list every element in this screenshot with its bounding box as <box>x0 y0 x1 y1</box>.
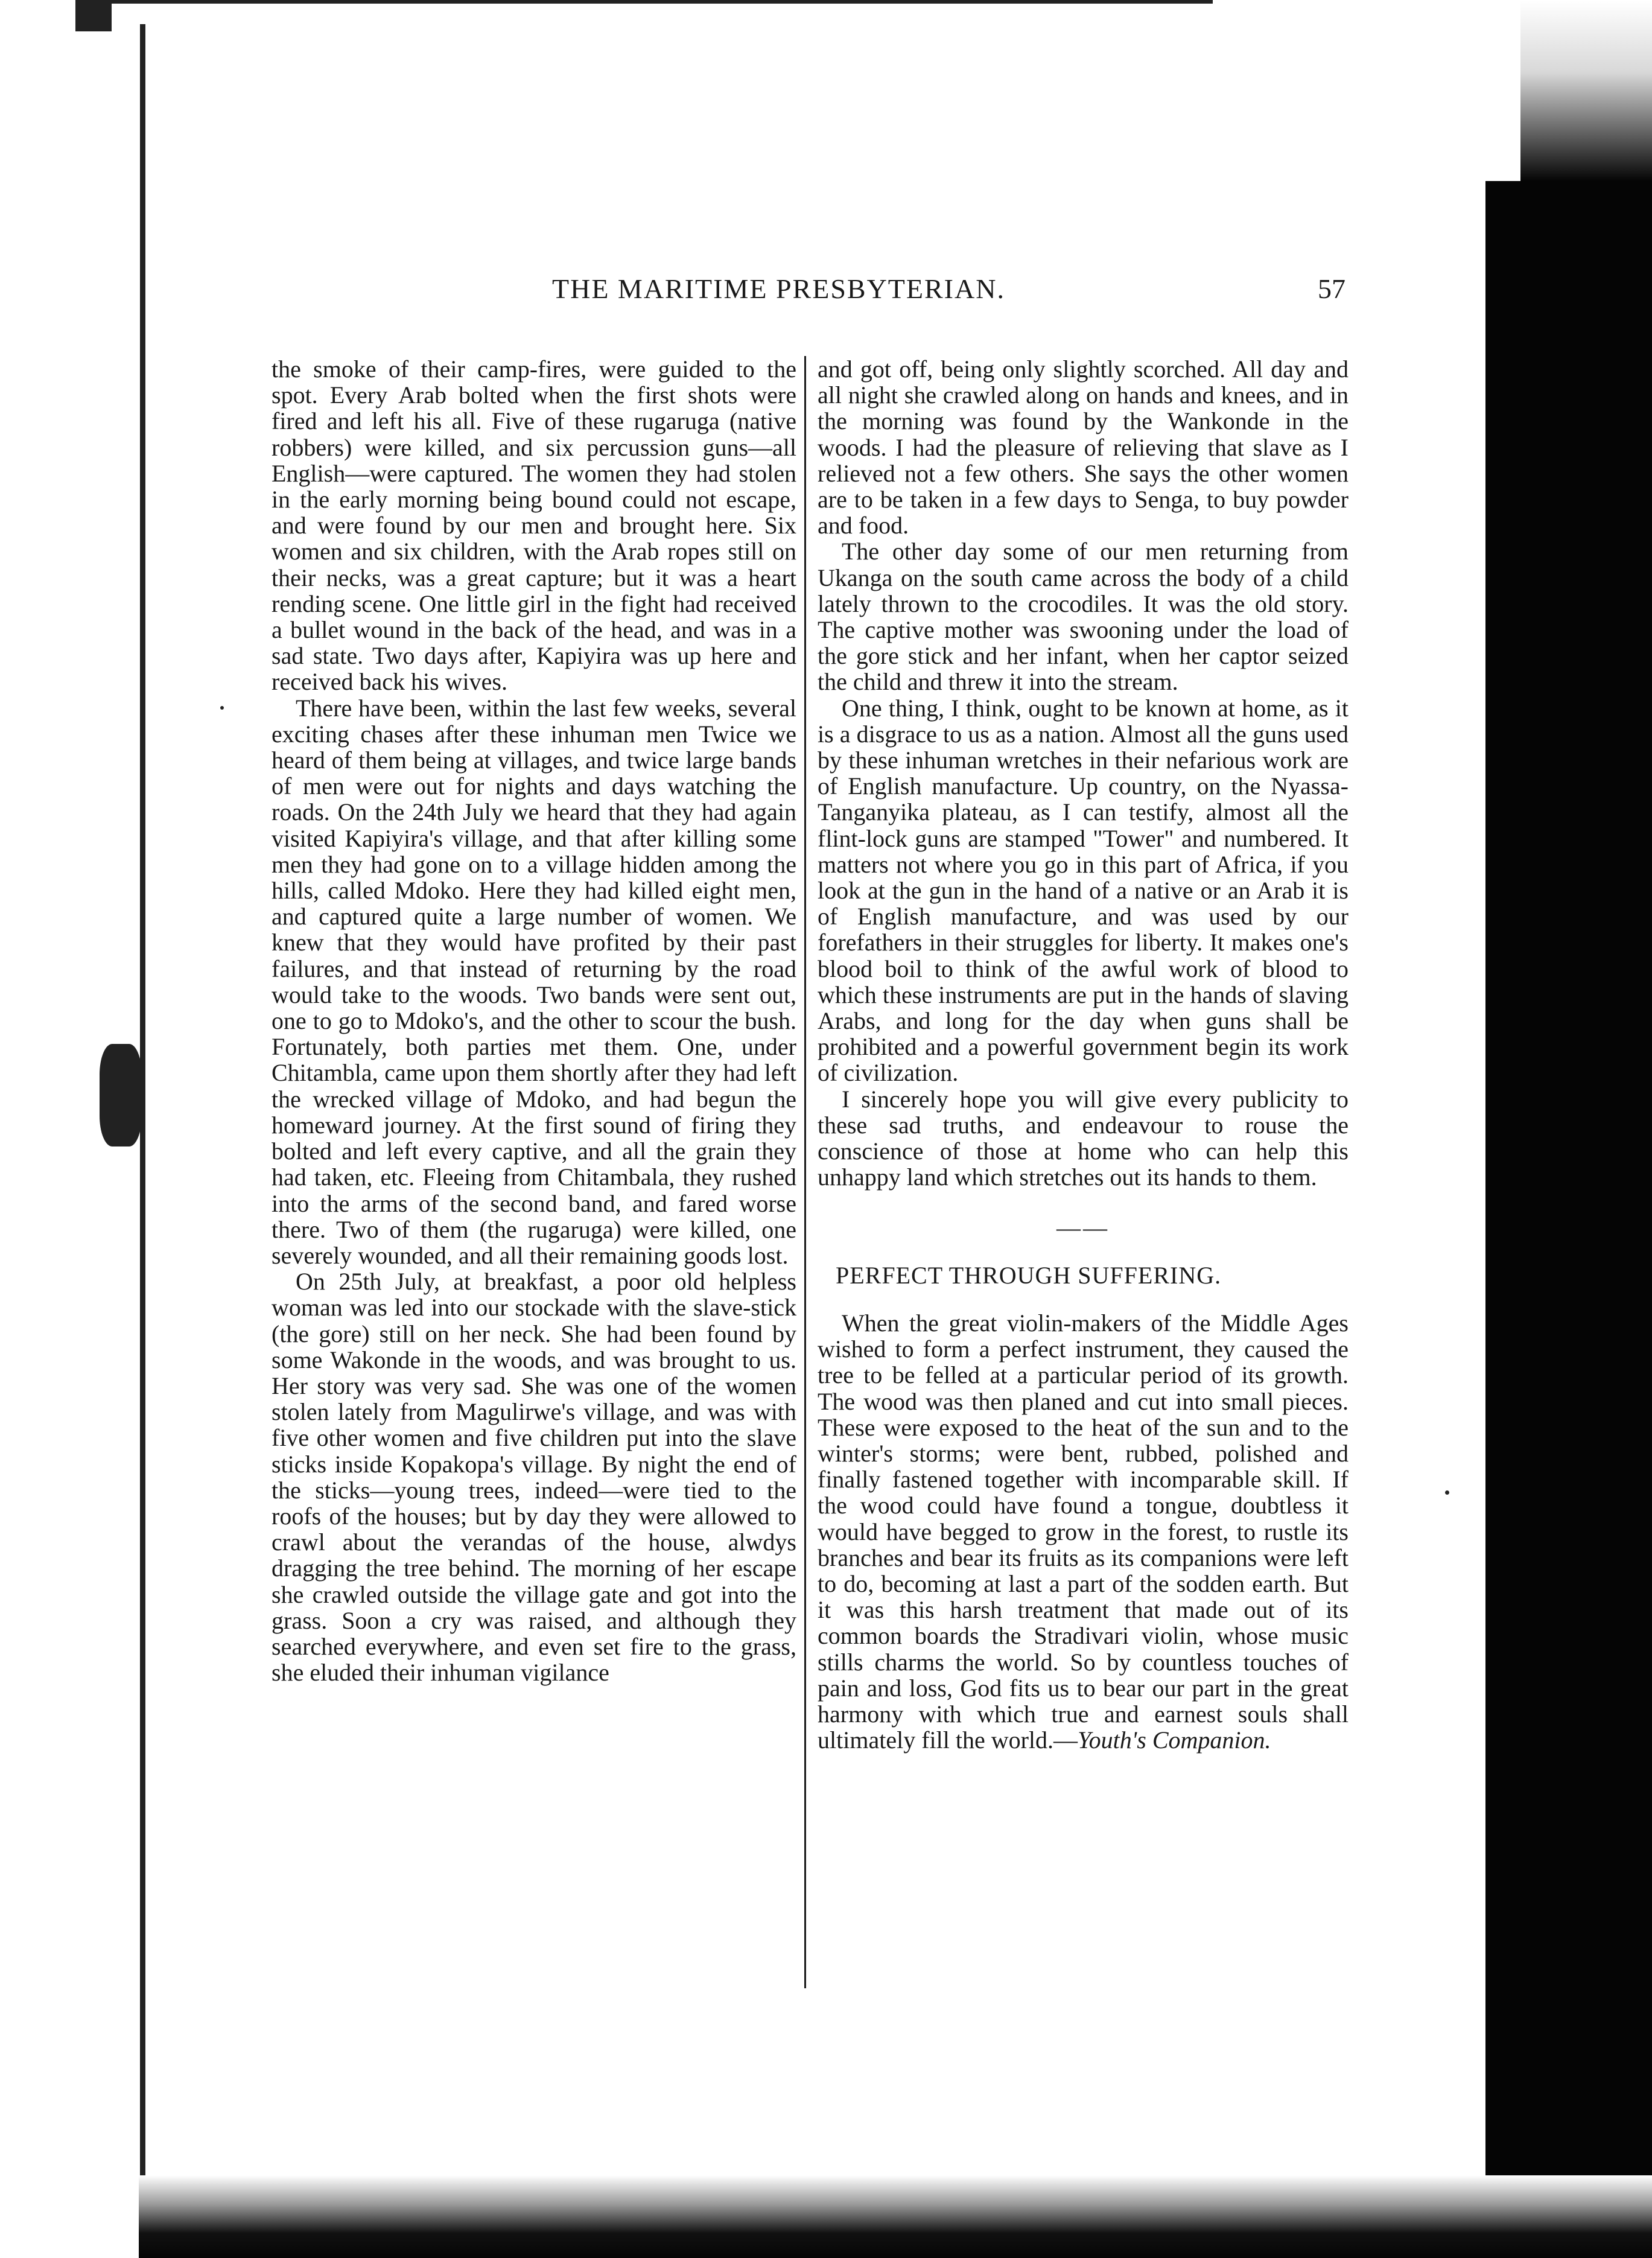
ink-speck <box>220 706 224 710</box>
running-head <box>272 273 1345 309</box>
paragraph <box>818 1310 1349 1753</box>
paragraph: One thing, I think, ought to be known at home, as it is a disgrace to us as a nation. Almost all the guns used by these inhuman wretches in their nefarious work are of English manufacture. Up country, on the Nyassa-Tanganyika plateau, as I can testify, almost all the flint-lock guns are stamped "Tower" and numbered. It matters not where you go in this part of Africa, if you look at the gun in the hand of a native or an Arab it is of English manufacture, and was used by our forefathers in their struggles for liberty. It makes one's blood boil to think of the awful work of blood to which these instruments are put in the hands of slaving Arabs, and long for the day when guns shall be prohibited and a powerful government begin its work of civilization. <box>818 694 1349 1087</box>
page-number: 57 <box>1318 273 1345 304</box>
paragraph: The other day some of our men returning from Ukanga on the south came across the body of a child lately thrown to the crocodiles. It was the old story. The captive mother was swooning under the load of the gore stick and her infant, when her captor seized the child and threw it into the stream. <box>818 538 1349 696</box>
article-title: PERFECT THROUGH SUFFERING. <box>836 1261 1222 1289</box>
section-separator: —— <box>1056 1213 1110 1241</box>
scan-shadow-bottom <box>139 2175 1652 2258</box>
ink-speck <box>1445 1490 1449 1495</box>
scan-shadow-right <box>1485 181 1652 2258</box>
paragraph: the smoke of their camp-fires, were guided to the spot. Every Arab bolted when the first shots were fired and left his all. Five of these rugaruga (native robbers) were killed, and six percussion guns—all English—were captured. The women they had stolen in the early morning being bound could not escape, and were found by our men and brought here. Six women and six children, with the Arab ropes still on their necks, was a great capture; but it was a heart rending scene. One little girl in the fight had received a bullet wound in the back of the head, and was in a sad state. Two days after, Kapiyira was up here and received back his wives. <box>272 355 796 696</box>
article-body: When the great violin-makers of the Middle Ages wished to form a perfect instrument, they caused the tree to be felled at a particular period of its growth. The wood was then planed and cut into small pieces. These were exposed to the heat of the sun and to the winter's storms; were bent, rubbed, polished and finally fastened together with incomparable skill. If the wood could have found a tongue, doubtless it would have begged to grow in the forest, to rustle its branches and bear its fruits as its companions were left to do, becoming at last a part of the sodden earth. But it was this harsh treatment that made out of its common boards the Stradivari violin, whose music stills charms the world. So by countless touches of pain and loss, God fits us to bear our part in the great harmony with which true and earnest souls shall ultimately fill the world.— <box>818 1309 1349 1754</box>
ink-blot <box>100 1044 142 1146</box>
paragraph: On 25th July, at breakfast, a poor old helpless woman was led into our stockade with the slave-stick (the gore) still on her neck. She had been found by some Wakonde in the woods, and was brought to us. Her story was very sad. She was one of the women stolen lately from Magulirwe's village, and was with five other women and five children put into the slave sticks inside Kopakopa's village. By night the end of the sticks—young trees, indeed—were tied to the roofs of the houses; but by day they were allowed to crawl about the verandas of the house, alwdys dragging the tree behind. The morning of her escape she crawled outside the village gate and got into the grass. Soon a cry was raised, and although they searched everywhere, and even set fire to the grass, she eluded their inhuman vigilance <box>272 1268 796 1687</box>
paragraph: and got off, being only slightly scorched. All day and all night she crawled along on hands and knees, and in the morning was found by the Wankonde in the woods. I had the pleasure of relieving that slave as I relieved not a few others. She says the other women are to be taken in a few days to Senga, to buy powder and food. <box>818 355 1349 539</box>
journal-title: THE MARITIME PRESBYTERIAN. <box>552 273 1005 304</box>
right-column <box>818 356 1349 1753</box>
left-column <box>272 356 796 1685</box>
paragraph: There have been, within the last few weeks, several exciting chases after these inhuman men Twice we heard of them being at villages, and twice large bands of men were out for nights and days watching the roads. On the 24th July we heard that they had again visited Kapiyira's village, and that after killing some men they had gone on to a village hidden among the hills, called Mdoko. Here they had killed eight men, and captured quite a large number of women. We knew that they would have profited by their past failures, and that instead of returning by the road would take to the woods. Two bands were sent out, one to go to Mdoko's, and the other to scour the bush. Fortunately, both parties met them. One, under Chitambla, came upon them shortly after they had left the wrecked village of Mdoko, and had begun the homeward journey. At the first sound of firing they bolted and left every captive, and all the grain they had taken, etc. Fleeing from Chitambala, they rushed into the arms of the second band, and fared worse there. Two of them (the rugaruga) were killed, one severely wounded, and all their remaining goods lost. <box>272 694 796 1269</box>
paragraph: I sincerely hope you will give every publicity to these sad truths, and endeavour to rouse the conscience of those at home who can help this unhappy land which stretches out its hands to them. <box>818 1085 1349 1191</box>
column-divider <box>804 356 806 1988</box>
article-source: Youth's Companion. <box>1078 1726 1271 1754</box>
scan-edge-top <box>97 0 1213 28</box>
scan-shadow-right-top <box>1520 0 1652 181</box>
